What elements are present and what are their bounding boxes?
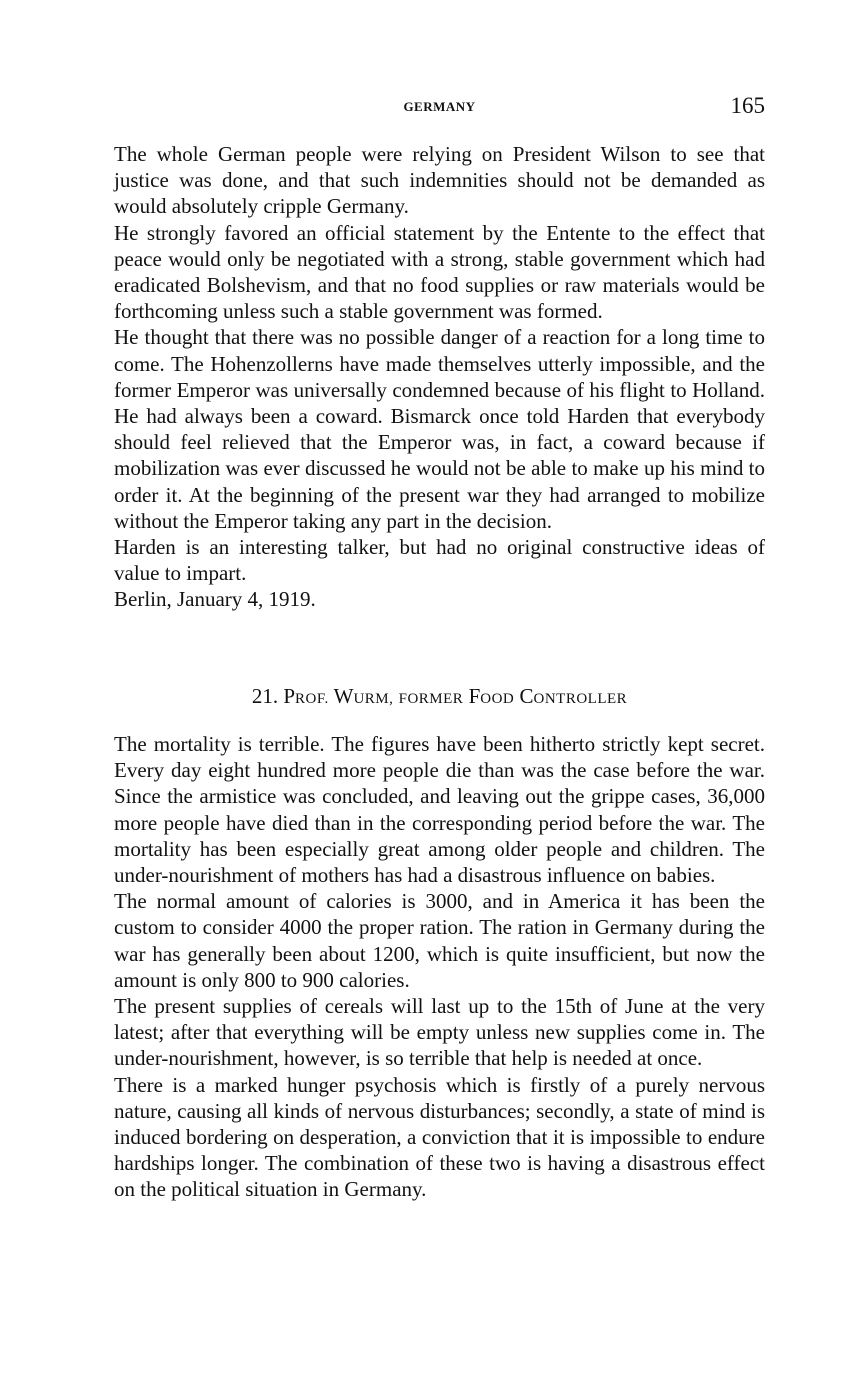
- section-wurm: [114, 731, 765, 1203]
- heading-controller: [520, 684, 628, 708]
- paragraph: Harden is an interesting talker, but had no original constructive ideas of value to impart.: [114, 535, 765, 586]
- paragraph: There is a marked hunger psychosis which is firstly of a purely nervous nature, causing all kinds of nervous disturbances; secondly, a state of mind is induced bordering on desperation, a conviction that it is impossible to endure hardships longer. The combination of these two is having a disastrous effect on the political situation in Germany.: [114, 1072, 765, 1202]
- heading-prof-rest: ROF.: [295, 691, 329, 707]
- paragraph: The normal amount of calories is 3000, and in America it has been the custom to consider 4000 the proper ration. The ration in Germany during the war has generally been about 1200, which is quite insufficient, but now the amount is only 800 to 900 calories.: [114, 889, 765, 992]
- heading-controller-rest: ONTROLLER: [533, 691, 628, 707]
- heading-name-initial: W: [333, 684, 354, 708]
- heading-name: [334, 684, 394, 708]
- dateline: Berlin, January 4, 1919.: [114, 587, 316, 612]
- paragraph: The mortality is terrible. The figures have been hitherto strictly kept secret. Every day eight hundred more people die than was the case before the war. Since the armistice was concluded, and leaving out the grippe cases, 36,000 more people have died than in the corresponding period before the war. The mortality has been especially great among older people and children. The under-nourishment of mothers has had a disastrous influence on babies.: [114, 732, 765, 888]
- section-heading: [114, 684, 765, 709]
- heading-controller-initial: C: [519, 684, 534, 708]
- paragraph: The present supplies of cereals will last up to the 15th of June at the very latest; after that everything will be empty unless new supplies come in. The under-nourishment, however, is so terrible that help is needed at once.: [114, 994, 765, 1071]
- heading-food: [469, 684, 515, 708]
- heading-food-rest: OOD: [480, 691, 515, 707]
- heading-prof-initial: P: [283, 684, 295, 708]
- paragraph: He thought that there was no possible danger of a reaction for a long time to come. The Hohenzollerns have made themselves utterly impossible, and the former Emperor was universally condemned because of his flight to Holland. He had always been a coward. Bismarck once told Harden that everybody should feel relieved that the Emperor was, in fact, a coward because if mobilization was ever discussed he would not be able to make up his mind to order it. At the beginning of the present war they had arranged to mobilize without the Emperor taking any part in the decision.: [114, 325, 765, 533]
- running-head: GERMANY: [403, 99, 476, 114]
- page-number: 165: [730, 93, 765, 118]
- heading-former: FORMER: [398, 691, 464, 707]
- page-header: [114, 93, 765, 123]
- paragraph: He strongly favored an official statement by the Entente to the effect that peace would only be negotiated with a strong, stable government which had eradicated Bolshevism, and that no food supplies or raw materials would be forthcoming unless such a stable government was formed.: [114, 220, 765, 324]
- paragraph: The whole German people were relying on President Wilson to see that justice was done, and that such indemnities should not be demanded as would absolutely cripple Germany.: [114, 142, 765, 219]
- heading-food-initial: F: [468, 684, 481, 708]
- section-number: 21.: [251, 684, 279, 708]
- heading-prof: [283, 684, 328, 708]
- section-harden: [114, 141, 765, 613]
- heading-name-rest: URM,: [353, 691, 394, 707]
